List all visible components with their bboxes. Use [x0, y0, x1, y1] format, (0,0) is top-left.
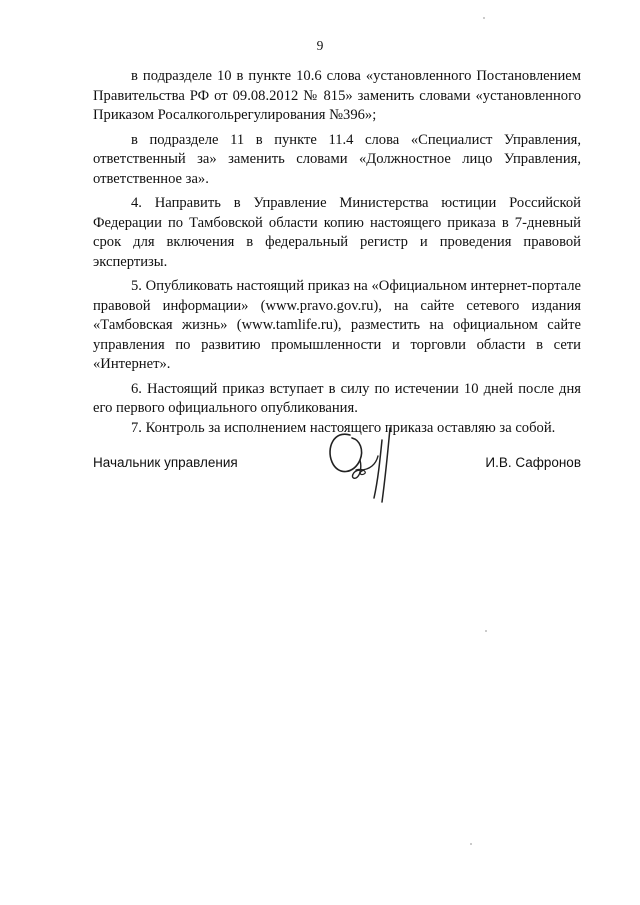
scan-speck [470, 843, 472, 845]
signatory-position: Начальник управления [93, 455, 238, 470]
paragraph-subsection-10: в подразделе 10 в пункте 10.6 слова «установленного Постановлением Правительства РФ от 09.08.2012 № 815» заменить словами «установленного Приказом Росалкогольрегулирования №396»; [93, 68, 581, 123]
scan-speck [483, 17, 485, 19]
signatory-name: И.В. Сафронов [485, 455, 581, 470]
paragraph-item-6: 6. Настоящий приказ вступает в силу по истечении 10 дней после дня его первого официального опубликования. [93, 380, 581, 416]
paragraph-item-7: 7. Контроль за исполнением настоящего приказа оставляю за собой. [131, 419, 556, 436]
document-body [93, 67, 581, 438]
page-number: 9 [316, 38, 324, 53]
scan-speck [485, 630, 487, 632]
paragraph-subsection-11: в подразделе 11 в пункте 11.4 слова «Специалист Управления, ответственный за» заменить словами «Должностное лицо Управления, ответственное за». [93, 131, 581, 187]
handwritten-signature [320, 410, 410, 510]
paragraph-item-5: 5. Опубликовать настоящий приказ на «Официальном интернет-портале правовой информации» (www.pravo.gov.ru), на сайте сетевого издания «Тамбовская жизнь» (www.tamlife.ru), разместить на официальном сайте управления по развитию промышленности и торговли области в сети «Интернет». [93, 278, 581, 372]
paragraph-item-4: 4. Направить в Управление Министерства юстиции Российской Федерации по Тамбовской области копию настоящего приказа в 7-дневный срок для включения в федеральный регистр и проведения правовой экспертизы. [93, 195, 581, 270]
